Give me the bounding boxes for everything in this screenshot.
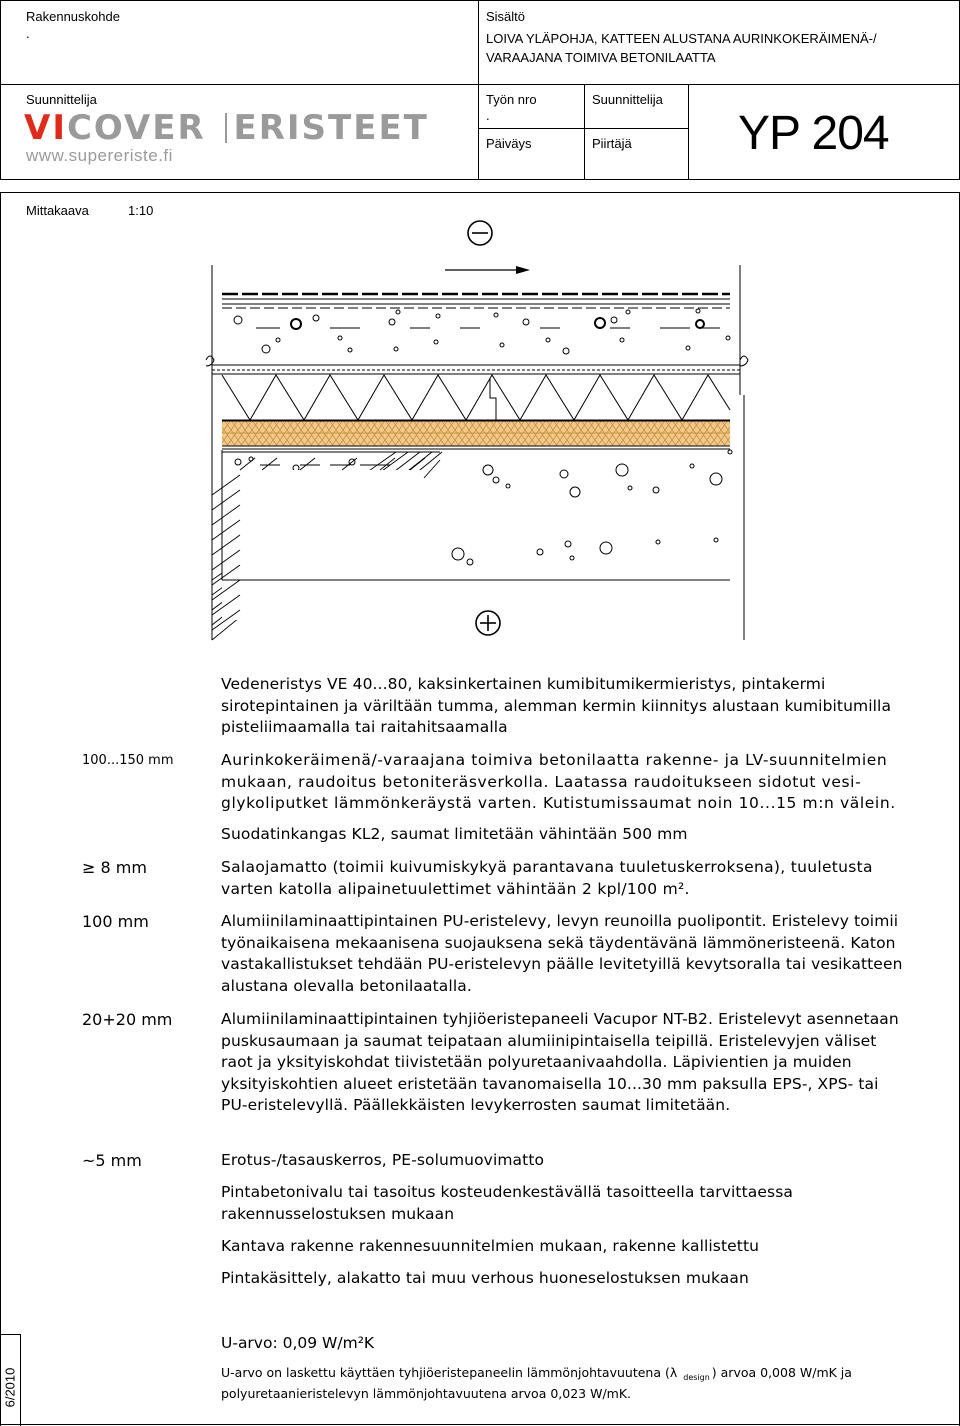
suunnittelija-label: Suunnittelija [26, 92, 97, 107]
layer-erotus: Erotus-/tasauskerros, PE-solumuovimatto [221, 1151, 545, 1169]
logo-vi: VI [24, 108, 67, 148]
layer-pintakasittely: Pintakäsittely, alakatto tai muu verhous huoneselostuksen mukaan [221, 1269, 749, 1287]
paivays-label: Päiväys [486, 136, 532, 151]
layer-salaoja: Salaojamatto (toimii kuivumiskykyä parantavana tuuletuskerroksena), tuuletusta varten katolla alipainetuulettimet vähintään 2 kpl/100 m². [221, 858, 873, 898]
logo-eristeet: ERISTEET [233, 108, 429, 148]
layer-kantava: Kantava rakenne rakennesuunnitelmien mukaan, rakenne kallistettu [221, 1237, 760, 1255]
roof-section-drawing [0, 0, 960, 660]
website-link[interactable]: www.supereriste.fi [26, 146, 173, 165]
tyon-nro-label: Työn nro [486, 92, 537, 107]
u-value-note-part1: U-arvo on laskettu käyttäen tyhjiöeristepaneelin lämmönjohtavuutena (λ [221, 1365, 678, 1380]
layer-vacupor: Alumiinilaminaattipintainen tyhjiöeristepaneeli Vacupor NT-B2. Eristelevyt asennetaan puskusaumaan ja saumat teipataan alumiinipintaisella teipillä. Eristelevyjen väliset raot ja yksityiskohdat tiivistetään polyuretaanivaahdolla. Läpivientien ja muiden yksityiskohtien alueet eristetään tavanomaisella 10...30 mm paksulla EPS-, XPS- tai PU-eristelevyllä. Päällekkäisten levykerrosten saumat limitetään. [221, 1010, 899, 1114]
sisalto-label: Sisältö [486, 9, 526, 24]
logo-cover: COVER [66, 108, 206, 148]
u-value-note-sub: design [683, 1373, 710, 1382]
u-value-title: U-arvo: 0,09 W/m²K [221, 1334, 375, 1352]
layer-pintabetoni: Pintabetonivalu tai tasoitus kosteudenkestävällä tasoitteella tarvittaessa rakennusselostuksen mukaan [221, 1183, 793, 1223]
slope-arrow-icon [445, 266, 530, 274]
drainage-mat [212, 365, 740, 374]
sisalto-line1: LOIVA YLÄPOHJA, KATTEEN ALUSTANA AURINKOKERÄIMENÄ-/ [486, 31, 877, 46]
tyon-nro-value: . [486, 108, 490, 123]
sisalto-line2: VARAAJANA TOIMIVA BETONILAATTA [486, 50, 716, 65]
thickness-vacupor: 20+20 mm [82, 1010, 173, 1029]
layer-pu: Alumiinilaminaattipintainen PU-eristelevy, levyn reunoilla puolipontit. Eristelevy toimii työnaikaisena mekaanisena suojauksena sekä täydentävänä lämmöneristeenä. Katon vastakallistukset tehdään PU-eristelevyn päälle levitetyillä kevytsoralla tai vesikatteen alustana olevalla betonilaatalla. [221, 912, 903, 995]
load-bearing-structure [212, 452, 442, 640]
minus-circle-icon [468, 221, 492, 245]
revision-label: 6/2010 [2, 1367, 18, 1408]
thickness-pu: 100 mm [82, 912, 149, 931]
concrete-slab [206, 309, 748, 366]
layer-laatta: Aurinkokeräimenä/-varaajana toimiva betonilaatta rakenne- ja LV-suunnitelmien mukaan, raudoitus betoniteräsverkolla. Laatassa raudoitukseen sidotut vesi-glykoliputket lämmönkeräystä varten. Kutistumissaumat noin 10...15 m:n välein. [221, 751, 896, 812]
pu-insulation [222, 375, 730, 420]
thickness-erotus: ~5 mm [82, 1151, 142, 1170]
piirtaja-label: Piirtäjä [592, 136, 632, 151]
u-value-note-part2: ) arvoa 0,008 W/mK ja [711, 1365, 852, 1380]
u-value-note-line2: polyuretaanieristelevyn lämmönjohtavuutena arvoa 0,023 W/mK. [221, 1386, 632, 1401]
rakennuskohde-label: Rakennuskohde [26, 9, 120, 24]
thickness-laatta: 100...150 mm [82, 753, 174, 768]
layer-vedeneristys: Vedeneristys VE 40...80, kaksinkertainen kumibitumikermieristys, pintakermi sirotepintainen ja väriltään tumma, alemman kermin kiinnitys alustaan kumibitumilla pisteliimaamalla tai raitahitsaamalla [221, 675, 892, 736]
vacuum-panels [222, 421, 730, 449]
suunnittelija2-label: Suunnittelija [592, 92, 663, 107]
u-value-note [221, 1365, 852, 1382]
scale-label: Mittakaava [26, 203, 89, 218]
membrane-layer [222, 294, 730, 308]
layer-suodatinkangas: Suodatinkangas KL2, saumat limitetään vähintään 500 mm [221, 825, 688, 843]
thickness-salaoja: ≥ 8 mm [82, 858, 147, 877]
plus-circle-icon [476, 611, 500, 635]
scale-value: 1:10 [128, 203, 154, 218]
rakennuskohde-value: . [26, 26, 30, 41]
drawing-code: YP 204 [738, 107, 889, 160]
